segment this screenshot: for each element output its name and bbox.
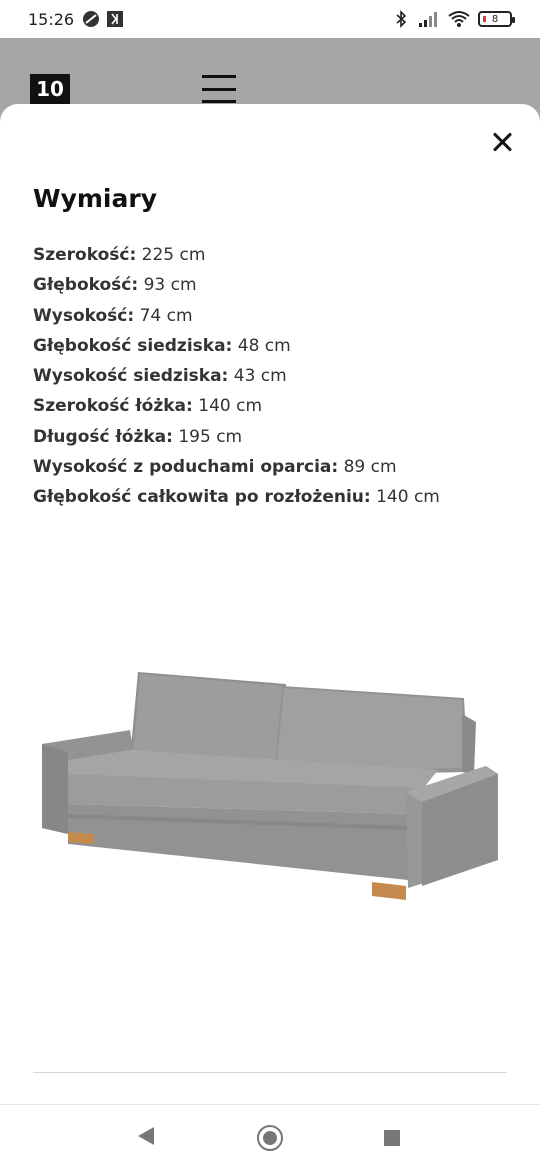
close-icon[interactable]: [490, 130, 514, 154]
page-header-overlay: [0, 38, 540, 108]
dimension-row: Głębokość: 93 cm: [33, 275, 197, 296]
recent-apps-icon[interactable]: [384, 1130, 400, 1146]
system-nav-bar: [0, 1104, 540, 1170]
back-icon[interactable]: [138, 1127, 154, 1145]
dimension-row: Wysokość z poduchami oparcia: 89 cm: [33, 457, 397, 478]
dimension-row: Głębokość siedziska: 48 cm: [33, 335, 291, 356]
dimensions-sheet: [0, 104, 540, 1170]
status-time: 15:26: [28, 9, 75, 29]
signal-icon: [418, 10, 440, 28]
dimension-row: Szerokość: 225 cm: [33, 245, 206, 265]
sheet-title: Wymiary: [33, 184, 157, 213]
menu-icon[interactable]: [202, 75, 236, 103]
bluetooth-icon: [392, 10, 410, 28]
home-icon[interactable]: [257, 1125, 283, 1151]
dimension-row: Wysokość siedziska: 43 cm: [33, 366, 287, 387]
sofa-bed-image: [38, 664, 502, 904]
battery-icon: [478, 11, 512, 27]
app-notification-icon-2: [106, 10, 124, 28]
dimension-row: Wysokość: 74 cm: [33, 305, 193, 326]
status-bar: [0, 0, 540, 38]
dimension-row: Głębokość całkowita po rozłożeniu: 140 cm: [33, 487, 440, 508]
battery-level: 8: [491, 13, 499, 25]
wifi-icon: [448, 10, 470, 28]
divider: [33, 1072, 507, 1073]
page-badge: 10: [30, 74, 70, 104]
app-notification-icon: [82, 10, 100, 28]
dimension-row: Szerokość łóżka: 140 cm: [33, 396, 263, 417]
dimensions-list: [33, 240, 440, 513]
dimension-row: Długość łóżka: 195 cm: [33, 426, 243, 447]
